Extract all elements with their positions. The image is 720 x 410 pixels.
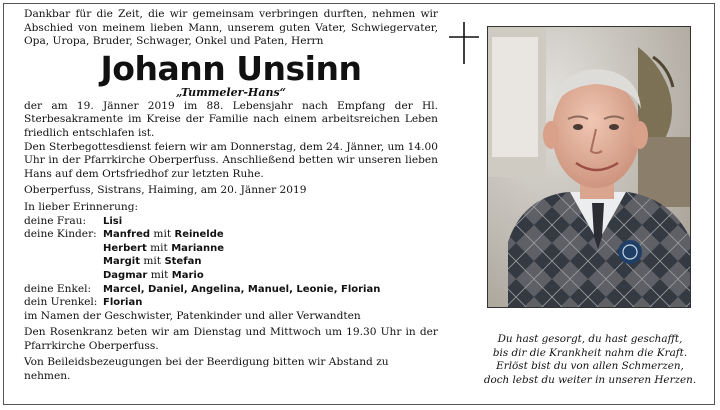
child-entry [103, 242, 224, 256]
relatives-line: im Namen der Geschwister, Patenkinder und aller Verwandten [24, 309, 361, 322]
family-row-children [24, 228, 438, 282]
family-row-greatgrandchild [24, 296, 438, 310]
family-row-wife [24, 215, 438, 229]
cross-icon [449, 22, 479, 64]
grandchildren-label: deine Enkel: [24, 282, 92, 295]
quote-line: Erlöst bist du von allen Schmerzen, [496, 360, 684, 373]
child-entry [103, 255, 224, 269]
rosary-text: Den Rosenkranz beten wir am Dienstag und Mittwoch um 19.30 Uhr in der Pfarrkirche Oberperfuss. [24, 326, 438, 352]
mit-word: mit [150, 268, 169, 281]
partner-name: Stefan [164, 256, 202, 268]
nickname: „Tummeler-Hans“ [176, 85, 286, 99]
child-name: Dagmar [103, 269, 148, 281]
condolence-text: Von Beileidsbezeugungen bei der Beerdigung bitten wir Abstand zu nehmen. [24, 356, 389, 383]
partner-name: Mario [171, 269, 204, 281]
wife-label: deine Frau: [24, 214, 87, 227]
obituary-text-column [24, 8, 438, 384]
memorial-quote [474, 333, 706, 387]
child-name: Margit [103, 256, 140, 268]
mit-word: mit [143, 255, 162, 268]
mit-word: mit [153, 228, 172, 241]
quote-line: bis dir die Krankheit nahm die Kraft. [492, 346, 688, 359]
greatgrand-name: Florian [103, 297, 143, 309]
children-list [103, 228, 224, 282]
grandchildren-names: Marcel, Daniel, Angelina, Manuel, Leonie, Florian [103, 283, 381, 295]
partner-name: Marianne [171, 242, 225, 254]
death-text: der am 19. Jänner 2019 im 88. Lebensjahr nach Empfang der Hl. Sterbesakramente im Kreise der Familie nach einem arbeitsreichen Leben friedlich entschlafen ist. [24, 99, 438, 139]
mit-word: mit [150, 241, 168, 254]
portrait-photo [487, 26, 691, 308]
quote-line: doch lebst du weiter in unseren Herzen. [483, 373, 697, 386]
children-label: deine Kinder: [24, 228, 97, 241]
child-name: Herbert [103, 242, 147, 254]
greatgrand-label: dein Urenkel: [24, 296, 98, 309]
memory-heading: In lieber Erinnerung: [24, 200, 139, 213]
child-name: Manfred [103, 229, 151, 241]
child-entry [103, 228, 224, 242]
child-entry [103, 269, 224, 283]
partner-name: Reinelde [174, 229, 224, 241]
family-row-grandchildren [24, 283, 438, 297]
quote-line: Du hast gesorgt, du hast geschafft, [497, 333, 683, 345]
funeral-text: Den Sterbegottesdienst feiern wir am Donnerstag, dem 24. Jänner, um 14.00 Uhr in der Pfarrkirche Oberperfuss. Anschließend betten wir unseren lieben Hans auf dem Ortsfriedhof zur letzten Ruhe. [24, 140, 439, 180]
wife-name: Lisi [103, 215, 123, 227]
deceased-name: Johann Unsinn [100, 48, 362, 88]
portrait-illustration [488, 27, 691, 308]
family-list [24, 201, 438, 323]
place-date: Oberperfuss, Sistrans, Haiming, am 20. Jänner 2019 [24, 184, 307, 197]
intro-text: Dankbar für die Zeit, die wir gemeinsam verbringen durften, nehmen wir Abschied von meinem lieben Mann, unserem guten Vater, Schwiegervater, Opa, Uropa, Bruder, Schwager, Onkel und Paten, Herrn [24, 8, 438, 48]
